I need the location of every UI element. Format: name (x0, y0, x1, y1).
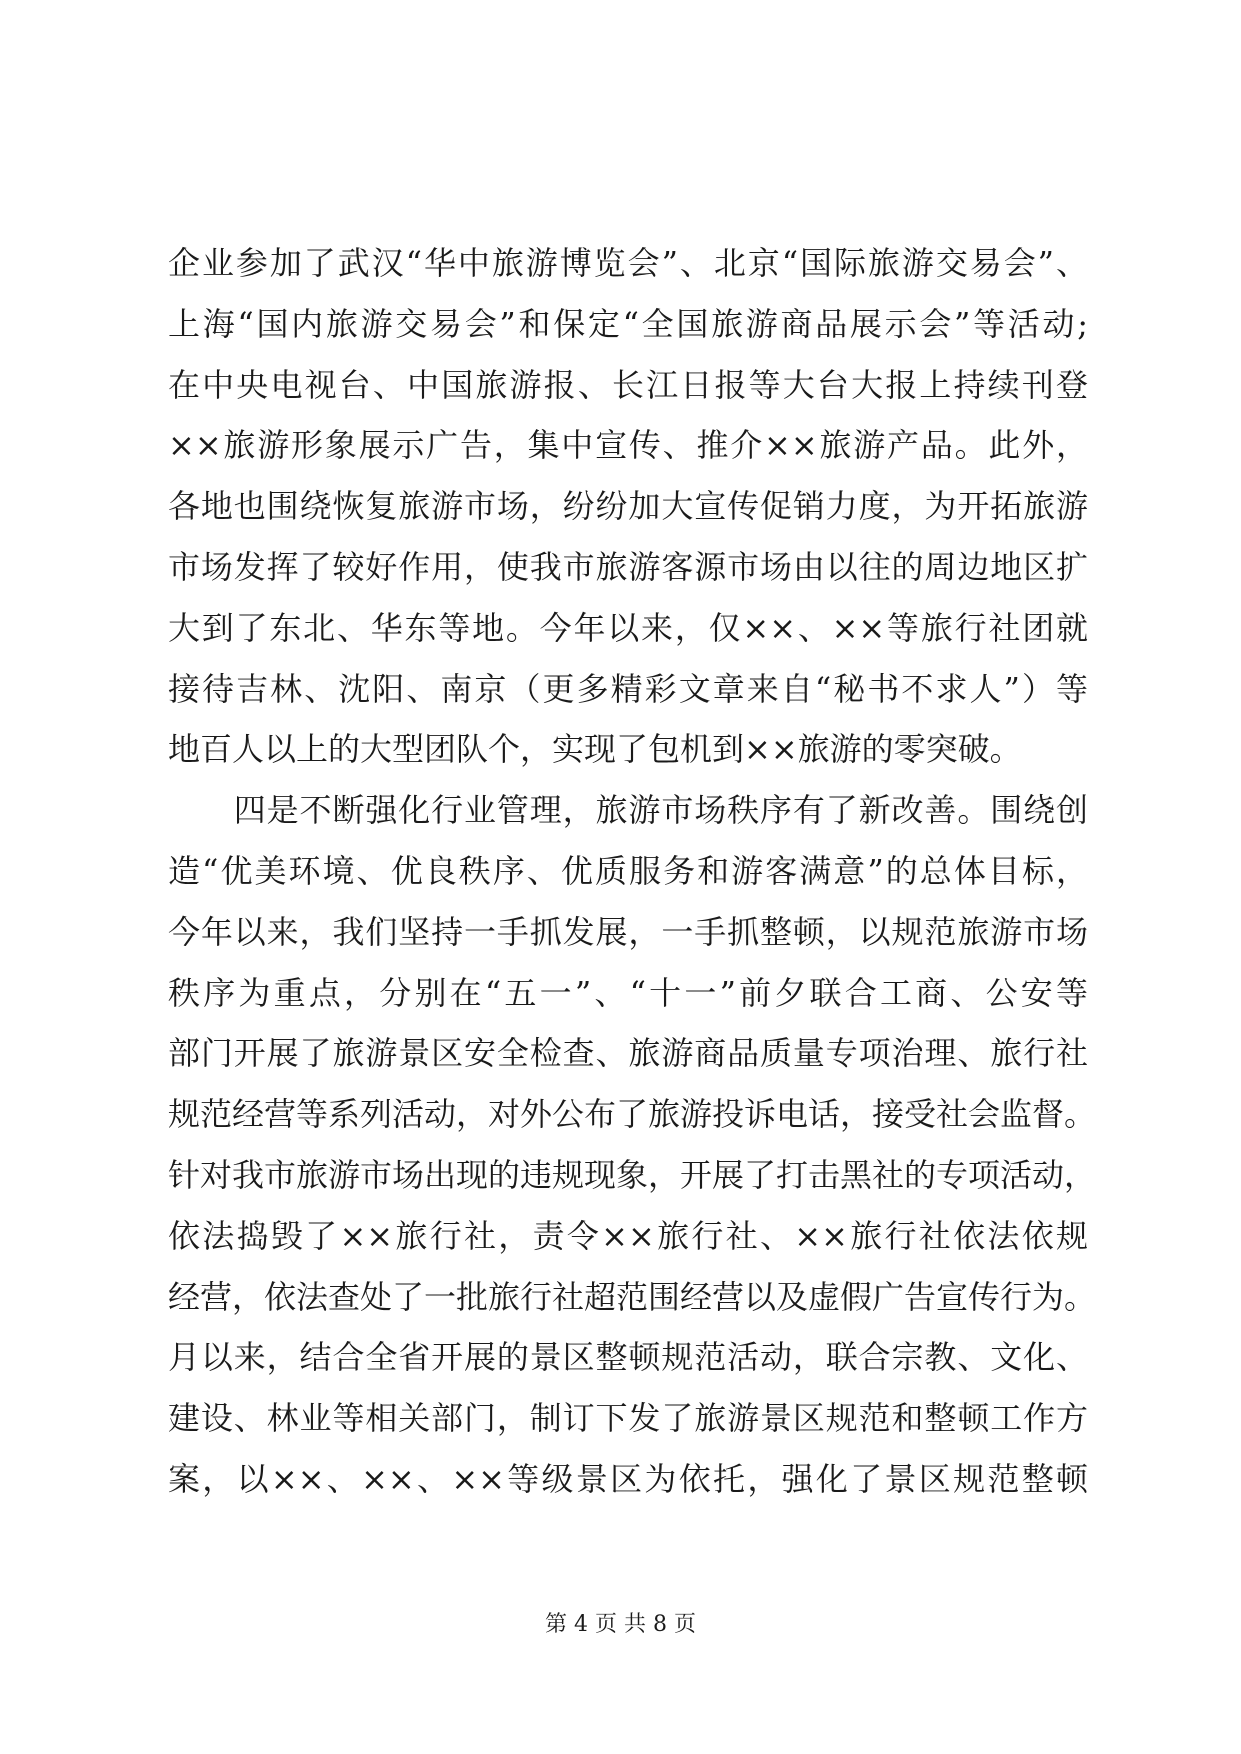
text-line: 在中央电视台、中国旅游报、长江日报等大台大报上持续刊登 (168, 365, 1088, 404)
text-line: 地百人以上的大型团队个，实现了包机到××旅游的零突破。 (168, 730, 1022, 769)
text-line: 秩序为重点，分别在“五一”、“十一”前夕联合工商、公安等 (168, 973, 1088, 1012)
text-line: 部门开展了旅游景区安全检查、旅游商品质量专项治理、旅行社 (168, 1034, 1088, 1073)
text-line: 四是不断强化行业管理，旅游市场秩序有了新改善。围绕创 (168, 791, 1088, 830)
text-line: ××旅游形象展示广告，集中宣传、推介××旅游产品。此外， (168, 426, 1088, 465)
text-line: 各地也围绕恢复旅游市场，纷纷加大宣传促销力度，为开拓旅游 (168, 487, 1088, 526)
text-line: 月以来，结合全省开展的景区整顿规范活动，联合宗教、文化、 (168, 1338, 1088, 1377)
text-line: 市场发挥了较好作用，使我市旅游客源市场由以往的周边地区扩 (168, 547, 1088, 586)
text-line: 建设、林业等相关部门，制订下发了旅游景区规范和整顿工作方 (168, 1399, 1088, 1438)
text-line: 企业参加了武汉“华中旅游博览会”、北京“国际旅游交易会”、 (168, 244, 1088, 282)
body-text (168, 233, 1097, 1510)
text-line: 案，以××、××、××等级景区为依托，强化了景区规范整顿 (168, 1459, 1088, 1498)
page-number-footer: 第 4 页 共 8 页 (545, 1612, 696, 1637)
text-line: 大到了东北、华东等地。今年以来，仅××、××等旅行社团就 (168, 608, 1088, 647)
text-line: 接待吉林、沈阳、南京（更多精彩文章来自“秘书不求人”）等 (168, 669, 1088, 708)
text-line: 依法捣毁了××旅行社，责令××旅行社、××旅行社依法依规 (168, 1216, 1088, 1255)
text-line: 针对我市旅游市场出现的违规现象，开展了打击黑社的专项活动， (168, 1155, 1097, 1194)
text-line: 上海“国内旅游交易会”和保定“全国旅游商品展示会”等活动; (168, 304, 1088, 343)
text-line: 今年以来，我们坚持一手抓发展，一手抓整顿，以规范旅游市场 (168, 912, 1088, 951)
text-line: 造“优美环境、优良秩序、优质服务和游客满意”的总体目标， (168, 851, 1088, 890)
text-line: 规范经营等系列活动，对外公布了旅游投诉电话，接受社会监督。 (168, 1095, 1097, 1134)
text-line: 经营，依法查处了一批旅行社超范围经营以及虚假广告宣传行为。 (168, 1277, 1097, 1316)
